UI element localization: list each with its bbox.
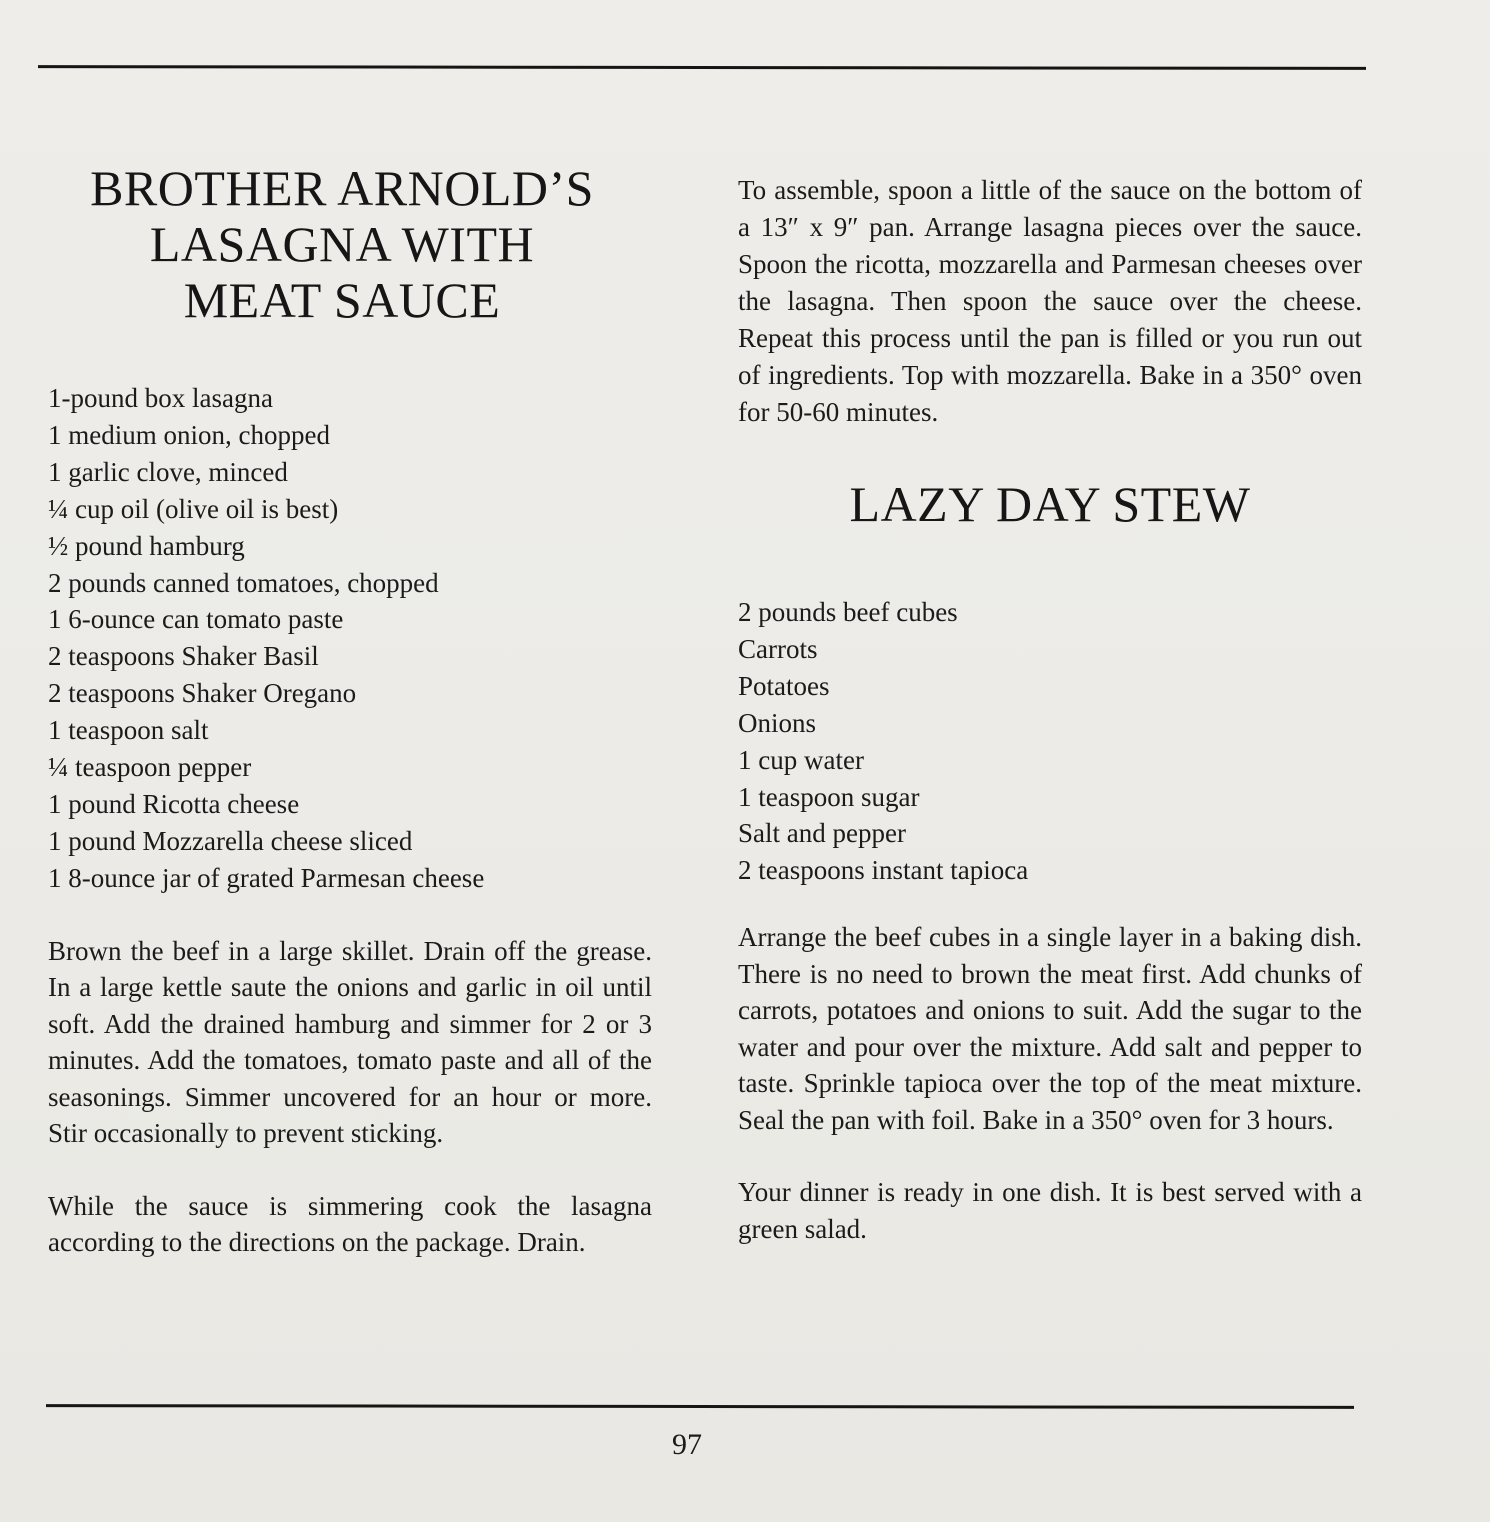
- stew-instructions: Arrange the beef cubes in a single layer in a baking dish. There is no need to brown the meat first. Add chunks of carrots, potatoes and onions to suit. Add the sugar to the water and pour over the mixture. Add salt and pepper to taste. Sprinkle tapioca over the top of the meat mixture. Seal the pan with foil. Bake in a 350° oven for 3 hours.: [738, 922, 1362, 1135]
- ingredient-item: 1 pound Mozzarella cheese sliced: [48, 825, 413, 856]
- ingredient-item: Onions: [738, 707, 817, 738]
- stew-ingredient-list: [738, 594, 1362, 889]
- ingredient-item: ¼ teaspoon pepper: [48, 752, 252, 783]
- left-column: [48, 160, 652, 1261]
- ingredient-item: 2 teaspoons Shaker Oregano: [48, 678, 357, 709]
- ingredient-item: 1 teaspoon salt: [48, 715, 209, 746]
- lasagna-title-line: BROTHER ARNOLD’S: [90, 160, 594, 216]
- ingredient-item: 1 teaspoon sugar: [738, 781, 920, 812]
- right-column: [738, 172, 1362, 1247]
- page-number: 97: [672, 1428, 702, 1461]
- ingredient-item: 2 pounds beef cubes: [738, 597, 958, 627]
- ingredient-item: 1 medium onion, chopped: [48, 419, 330, 450]
- stew-title: LAZY DAY STEW: [849, 476, 1251, 532]
- ingredient-item: 1 garlic clove, minced: [48, 456, 288, 487]
- ingredient-item: 1 6-ounce can tomato paste: [48, 604, 344, 635]
- lasagna-title: [52, 160, 632, 328]
- lasagna-title-line: MEAT SAUCE: [183, 272, 501, 328]
- ingredient-item: 2 teaspoons instant tapioca: [738, 855, 1029, 886]
- ingredient-item: ½ pound hamburg: [48, 530, 245, 561]
- ingredient-item: 2 pounds canned tomatoes, chopped: [48, 567, 439, 598]
- bottom-rule: [46, 1404, 1354, 1409]
- ingredient-item: Carrots: [738, 633, 818, 664]
- lasagna-ingredient-list: [48, 380, 652, 897]
- ingredient-item: 1-pound box lasagna: [48, 383, 273, 413]
- lasagna-assembly-instructions: To assemble, spoon a little of the sauce on the bottom of a 13″ x 9″ pan. Arrange lasagna pieces over the sauce. Spoon the ricotta, mozzarella and Parmesan cheeses over the lasagna. Then spoon the sauce over the cheese. Repeat this process until the pan is filled or you run out of ingredients. Top with mozzarella. Bake in a 350° oven for 50-60 minutes.: [738, 175, 1362, 427]
- ingredient-item: Salt and pepper: [738, 818, 906, 849]
- ingredient-item: ¼ cup oil (olive oil is best): [48, 493, 339, 524]
- ingredient-item: 2 teaspoons Shaker Basil: [48, 641, 319, 672]
- top-rule: [38, 65, 1366, 70]
- lasagna-noodle-instructions: While the sauce is simmering cook the lasagna according to the directions on the package. Drain.: [48, 1190, 652, 1258]
- ingredient-item: 1 8-ounce jar of grated Parmesan cheese: [48, 862, 485, 893]
- stew-serving-note: Your dinner is ready in one dish. It is best served with a green salad.: [738, 1177, 1362, 1244]
- ingredient-item: 1 cup water: [738, 744, 864, 775]
- lasagna-title-line: LASAGNA WITH: [149, 216, 535, 272]
- lasagna-sauce-instructions: Brown the beef in a large skillet. Drain off the grease. In a large kettle saute the onions and garlic in oil until soft. Add the drained hamburg and simmer for 2 or 3 minutes. Add the tomatoes, tomato paste and all of the seasonings. Simmer uncovered for an hour or more. Stir occasionally to prevent sticking.: [48, 935, 652, 1149]
- ingredient-item: 1 pound Ricotta cheese: [48, 788, 300, 819]
- ingredient-item: Potatoes: [738, 670, 830, 701]
